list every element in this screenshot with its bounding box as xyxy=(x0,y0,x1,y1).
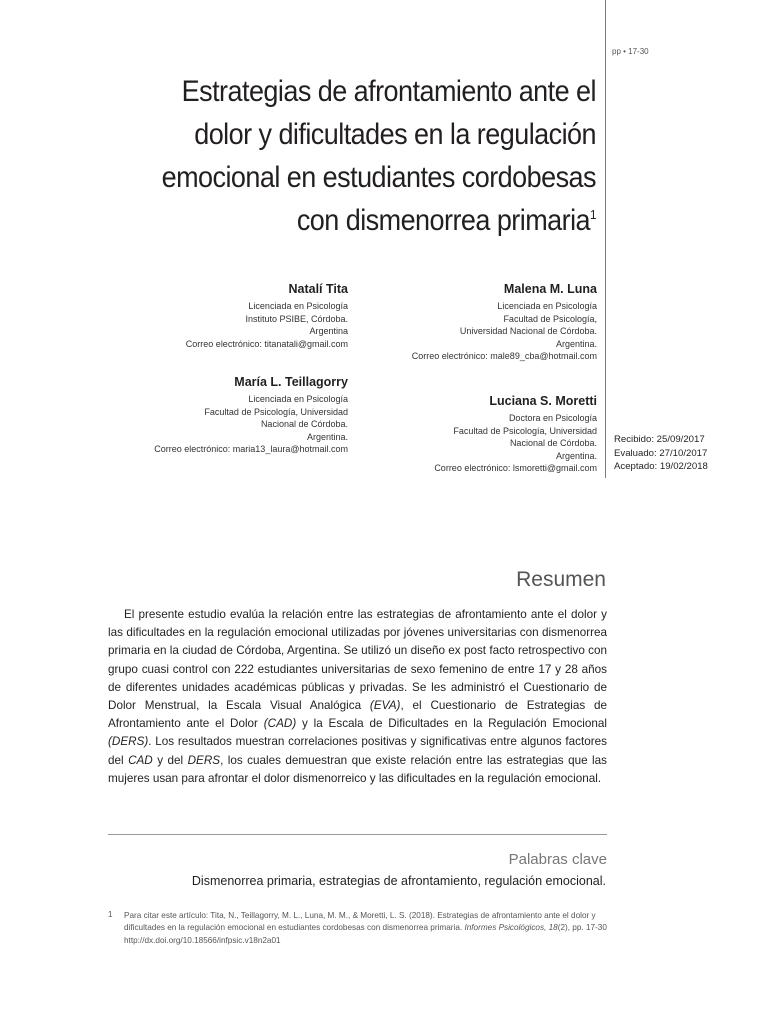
abstract-acronym: (CAD) xyxy=(263,717,297,731)
article-title xyxy=(128,70,596,242)
author-degree: Licenciada en Psicología xyxy=(497,301,597,311)
keywords-divider xyxy=(108,834,607,835)
author-email: Correo electrónico: male89_cba@hotmail.com xyxy=(411,351,597,362)
date-accepted: Aceptado: 19/02/2018 xyxy=(614,461,708,473)
author-degree: Doctora en Psicología xyxy=(508,413,597,423)
author-email: Correo electrónico: maria13_laura@hotmail.com xyxy=(154,444,348,455)
author-country: Argentina. xyxy=(306,431,348,442)
author-block-luna xyxy=(412,282,597,363)
abstract-body xyxy=(108,606,607,788)
article-dates xyxy=(614,433,708,474)
author-block-tita xyxy=(186,282,348,350)
abstract-acronym: CAD xyxy=(128,753,153,767)
author-affiliation: Nacional de Córdoba. xyxy=(509,438,597,449)
article-title-text: Estrategias de afrontamiento ante el dolor y dificultades en la regulación emocional en estudiantes cordobesas con dismenorrea primaria xyxy=(161,75,596,237)
author-block-moretti xyxy=(434,394,597,475)
author-affiliation: Nacional de Córdoba. xyxy=(260,419,348,430)
abstract-acronym: DERS xyxy=(187,753,221,767)
author-country: Argentina. xyxy=(555,450,597,461)
abstract-acronym: (EVA) xyxy=(369,699,401,713)
keywords-heading: Palabras clave xyxy=(508,851,607,868)
vertical-rule xyxy=(605,0,606,478)
abstract-text: , los cuales demuestran que existe relación entre las estrategias que las mujeres usan para afrontar el dolor dismenorreico y las dificultades en la regulación emocional. xyxy=(108,753,607,785)
page-range: pp • 17-30 xyxy=(612,47,649,56)
author-affiliation: Instituto PSIBE, Córdoba. xyxy=(245,313,348,324)
date-received: Recibido: 25/09/2017 xyxy=(614,434,705,445)
author-affiliation: Facultad de Psicología, Universidad xyxy=(204,406,348,417)
author-email: Correo electrónico: lsmoretti@gmail.com xyxy=(434,463,597,474)
abstract-text: , el Cuestionario de Estrategias de Afrontamiento ante el Dolor xyxy=(108,699,607,731)
abstract-text: y del xyxy=(152,753,188,767)
author-name: Malena M. Luna xyxy=(503,282,597,296)
author-degree: Licenciada en Psicología xyxy=(248,301,348,311)
footnote-text xyxy=(124,910,608,947)
abstract-heading: Resumen xyxy=(516,568,606,591)
abstract-text: . Los resultados muestran correlaciones positivas y significativas entre algunos factores del xyxy=(108,735,607,767)
author-affiliation: Facultad de Psicología, xyxy=(503,313,597,324)
abstract-text: y la Escala de Dificultades en la Regulación Emocional xyxy=(296,717,607,731)
author-name: Natalí Tita xyxy=(288,282,348,296)
author-country: Argentina xyxy=(309,326,348,337)
author-degree: Licenciada en Psicología xyxy=(248,394,348,404)
footnote-journal: Informes Psicológicos, 18 xyxy=(464,923,558,933)
title-footnote-mark: 1 xyxy=(590,207,596,222)
author-name: María L. Teillagorry xyxy=(234,375,348,389)
author-name: Luciana S. Moretti xyxy=(489,394,597,408)
footnote-citation: Para citar este artículo: Tita, N., Teillagorry, M. L., Luna, M. M., & Moretti, L. S. (2018). Estrategias de afrontamiento ante el dolor y dificultades en la regulación emocional en estudiantes cordobesas con dismenorrea primaria. xyxy=(124,911,596,933)
footnote-number: 1 xyxy=(108,910,113,919)
keywords-text: Dismenorrea primaria, estrategias de afrontamiento, regulación emocional. xyxy=(191,874,606,888)
author-affiliation: Universidad Nacional de Córdoba. xyxy=(459,326,597,337)
author-block-teillagorry xyxy=(154,375,348,456)
abstract-paragraph xyxy=(108,606,607,788)
date-evaluated: Evaluado: 27/10/2017 xyxy=(614,447,708,459)
abstract-acronym: (DERS) xyxy=(108,735,149,749)
author-affiliation: Facultad de Psicología, Universidad xyxy=(453,425,597,436)
author-email: Correo electrónico: titanatali@gmail.com xyxy=(185,338,348,349)
author-country: Argentina. xyxy=(555,338,597,349)
abstract-text: El presente estudio evalúa la relación entre las estrategias de afrontamiento ante el dolor y las dificultades en la regulación emocional utilizadas por jóvenes universitarias con dismenorrea primaria en la ciudad de Córdoba, Argentina. Se utilizó un diseño ex post facto retrospectivo con grupo cuasi control con 222 estudiantes universitarias de sexo femenino de entre 17 y 28 años de diferentes unidades académicas públicas y privadas. Se les administró el Cuestionario de Dolor Menstrual, la Escala Visual Analógica xyxy=(108,608,607,713)
footnote-doi: (2), pp. 17-30 http://dx.doi.org/10.18566/infpsic.v18n2a01 xyxy=(124,923,607,945)
